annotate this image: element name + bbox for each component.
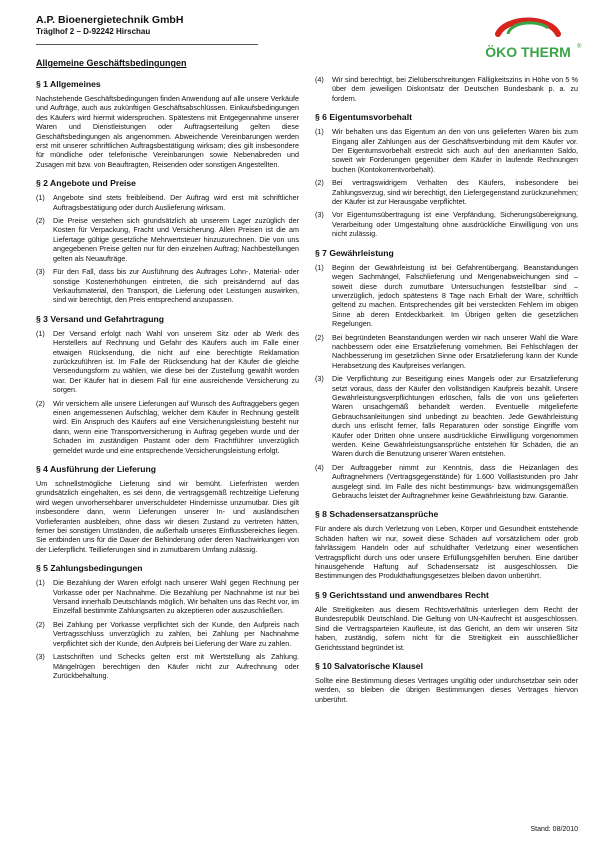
clause-item — [315, 127, 578, 174]
section-title: § 5 Zahlungsbedingungen — [36, 563, 143, 574]
clause-number: (2) — [315, 332, 324, 342]
section — [315, 248, 578, 501]
logo-registered-mark: ® — [577, 44, 582, 50]
section — [36, 178, 299, 304]
section-title: § 3 Versand und Gefahrtragung — [36, 313, 164, 324]
section-title: § 4 Ausführung der Lieferung — [36, 464, 157, 474]
clause-item — [315, 75, 578, 103]
clause-item — [36, 620, 299, 648]
clause-item — [36, 652, 299, 680]
clause-number: (1) — [36, 193, 45, 203]
section — [36, 563, 299, 680]
clause-item — [36, 216, 299, 263]
clause-text: Bei vertragswidrigem Verhalten des Käufers, insbesondere bei Zahlungsverzug, sind wir berechtigt, den Liefergegenstand zurückzunehmen; der Käufer ist zur Herausgabe verpflichtet. — [332, 178, 578, 207]
oekotherm-logo — [478, 12, 582, 62]
clause-number: (1) — [315, 127, 324, 137]
section — [36, 314, 299, 455]
clause-text: Lastschriften und Schecks gelten erst mit Wertstellung als Zahlung. Mängelrügen berechtigen den Käufer nicht zur Aufrechnung oder Zurückbehaltung. — [53, 652, 299, 680]
left-column — [36, 79, 299, 689]
clause-text: Für den Fall, dass bis zur Ausführung des Auftrages Lohn-, Material- oder sonstige Kostenerhöhungen eintreten, die sich preisändernd auf das Verkaufsmaterial, den Transport, die Lieferung oder Leistungen auswirken, sind wir berechtigt, den Preis entsprechend anzupassen. — [53, 267, 299, 305]
section-title: § 9 Gerichtsstand und anwendbares Recht — [315, 589, 489, 600]
clause-item — [36, 399, 299, 455]
clause-number: (1) — [315, 262, 324, 272]
section-paragraph: Alle Streitigkeiten aus diesem Rechtsverhältnis unterliegen dem Recht der Bundesrepublik Deutschland. Die Geltung von UN-Kaufrecht ist ausgeschlossen. Sind die Vertragsparteien Kaufleute, ist das Gericht, an dem wir unseren Sitz haben, zuständig, sofern nicht für die Streitigkeit ein ausschließlicher Gerichtsstand begründet ist. — [315, 604, 578, 652]
section — [36, 464, 299, 554]
header-divider — [36, 44, 258, 45]
section-title: § 10 Salvatorische Klausel — [315, 660, 423, 671]
clause-number: (4) — [315, 75, 324, 84]
clause-item — [36, 329, 299, 395]
clause-number: (2) — [36, 619, 45, 629]
company-block — [36, 14, 183, 36]
section — [315, 112, 578, 238]
section-paragraph: Für andere als durch Verletzung von Leben, Körper und Gesundheit entstehende Schäden haften wir nur, soweit diese Schäden auf vorsätzlichem oder grob fahrlässigem Handeln oder auf schuldhafter Verletzung einer wesentlichen Vertragspflicht durch uns oder unsere Erfüllungsgehilfen beruhen. Eine darüber hinausgehende Haftung auf Schadensersatz ist ausgeschlossen. Die Bestimmungen des Produkthaftungsgesetzes bleiben davon unberührt. — [315, 524, 578, 581]
clause-text: Die Bezahlung der Waren erfolgt nach unserer Wahl gegen Rechnung per Vorkasse oder per Nachnahme. Die Bezahlung per Nachnahme ist nur bei Versand innerhalb Deutschlands möglich. Wir behalten uns das Recht vor, im Einzelfall bestimmte Zahlungsarten zu akzeptieren oder auszuschließen. — [53, 578, 299, 616]
clause-number: (4) — [315, 462, 324, 472]
section-title: § 7 Gewährleistung — [315, 247, 394, 258]
clause-number: (3) — [315, 210, 324, 220]
clause-text: Die Verpflichtung zur Beseitigung eines Mangels oder zur Ersatzlieferung setzt voraus, dass der Käufer den vollständigen Kaufpreis bezahlt. Unsere Gewährleistungsverpflichtungen erlöschen, falls die von uns gelieferten Waren unsachgemäß behandelt werden. Eventuelle mitgelieferte Gebrauchsanleitungen sind unbedingt zu beachten. Jede Gewährleistung durch uns erlischt ferner, falls Reparaturen oder sonstige Eingriffe vom Käufer oder Dritten ohne unsere ausdrückliche Einwilligung vorgenommen werden. Keine Gewährleistungsansprüche entstehen für Schäden, die an Waren durch die Benutzung unserer Waren entstehen. — [332, 374, 578, 459]
section — [315, 509, 578, 580]
clause-item — [315, 463, 578, 501]
section — [36, 79, 299, 169]
stand-date: Stand: 08/2010 — [530, 826, 578, 833]
section — [315, 661, 578, 704]
clause-number: (1) — [36, 328, 45, 338]
clause-number: (3) — [36, 652, 45, 662]
clause-text: Vor Eigentumsübertragung ist eine Verpfändung, Sicherungsübereignung, Verarbeitung oder Umgestaltung ohne ausdrückliche Einwilligung von uns nicht zulässig. — [332, 210, 578, 239]
section-title: § 6 Eigentumsvorbehalt — [315, 112, 412, 123]
section-paragraph: Um schnellstmögliche Lieferung sind wir bemüht. Lieferfristen werden grundsätzlich eingehalten, es sei denn, die vertragsgemäß rechtzeitige Lieferung wird wegen unvorhersehbarer unverschuldeter Hindernisse unzumutbar. Dies gilt insbesondere dann, wenn Lieferungen unserer In- und ausländischen Vorlieferanten ausbleiben, ohne dass wir diesen Zustand zu vertreten hätten, ferner bei sonstigen Umständen, die außerhalb unseres Einflussbereiches liegen. Sie entbinden uns für die Dauer der Behinderung oder deren Nachwirkungen von der Lieferpflicht. Teillieferungen sind in zumutbarem Umfang zulässig. — [36, 479, 299, 554]
clause-number: (2) — [36, 216, 45, 226]
clause-number: (3) — [315, 374, 324, 384]
clause-text: Der Auftraggeber nimmt zur Kenntnis, dass die Heizanlagen des Auftragnehmers (Vertragsgegenstände) für 1.600 Volllaststunden pro Jahr ausgelegt sind. Im Falle des nicht bestimmungs- bzw. widmungsgemäßen Gebrauchs leistet der Auftragnehmer keine Gewährleistung bzw. Garantie. — [332, 462, 578, 501]
clause-item — [315, 333, 578, 371]
clause-item — [36, 267, 299, 305]
company-name: A.P. Bioenergietechnik GmbH — [36, 14, 184, 26]
clause-text: Beginn der Gewährleistung ist bei Gefahrenübergang. Beanstandungen wegen Sachmängel, Falschlieferung und Mengenabweichungen sind – soweit diese durch zumutbare Untersuchungen feststellbar sind – unverzüglich, jedoch spätestens 8 Tage nach Erhalt der Ware, schriftlich geltend zu machen. Entsprechendes gilt bei versteckten Fehlern im obigen Sinne ab deren Entdeckbarkeit. Im Übrigen gelten die gesetzlichen Regelungen. — [332, 262, 578, 329]
right-column — [315, 75, 578, 713]
clause-text: Angebote sind stets freibleibend. Der Auftrag wird erst mit schriftlicher Auftragsbestätigung oder durch Auslieferung wirksam. — [53, 193, 299, 212]
document-title: Allgemeine Geschäftsbedingungen — [36, 58, 187, 68]
logo-text: ÖKO THERM — [485, 44, 571, 60]
section-title: § 1 Allgemeines — [36, 79, 101, 89]
clause-text: Die Preise verstehen sich grundsätzlich ab unserem Lager zuzüglich der Kosten für Verpackung, Fracht und Versicherung. Allen Preisen ist die am Liefertage gültige gesetzliche Mehrwertsteuer hinzuzurechnen. Die von uns angegebenen Preise gelten nur für den einzelnen Auftrag; Nachbestellungen gelten als Neuaufträge. — [53, 216, 299, 263]
section-title: § 8 Schadensersatzansprüche — [315, 509, 439, 520]
company-address: Träglhof 2 – D-92242 Hirschau — [36, 27, 151, 36]
clause-text: Wir sind berechtigt, bei Zielüberschreitungen Fälligkeitszins in Höhe von 5 % über dem jeweiligen Diskontsatz der Deutschen Bundesbank p. a. zu fordern. — [332, 75, 578, 103]
section-paragraph: Sollte eine Bestimmung dieses Vertrages ungültig oder undurchsetzbar sein oder werden, so bleiben die übrigen Bestimmungen dieses Vertrages hiervon unberührt. — [315, 675, 578, 704]
clause-item — [315, 263, 578, 329]
clause-number: (2) — [36, 398, 45, 408]
clause-text: Wir behalten uns das Eigentum an den von uns gelieferten Waren bis zum Eingang aller Zahlungen aus der Geschäftsverbindung mit dem Käufer vor. Der Eigentumsvorbehalt erstreckt sich auch auf den anerkannten Saldo, soweit wir Forderungen gegenüber dem Käufer in laufende Rechnungen buchen (Kontokorrentvorbehalt). — [332, 127, 578, 174]
clause-item — [315, 178, 578, 206]
clause-text: Der Versand erfolgt nach Wahl von unserem Sitz oder ab Werk des Herstellers auf Rechnung und Gefahr des Käufers auch im Falle einer etwaigen Rücksendung, die nicht auf eine berechtigte Reklamation zurückzuführen ist. Im Falle der Rücksendung hat der Käufer die gleiche Versendungsform zu wählen, wie diese bei der Zustellung gewählt worden war. Der Käufer hat in diesem Fall für eine ausreichende Versicherung zu sorgen. — [53, 328, 299, 395]
clause-item — [315, 210, 578, 238]
section-paragraph: Nachstehende Geschäftsbedingungen finden Anwendung auf alle unsere Verkäufe und Aufträge, auch aus zukünftigen Geschäftsabschlüssen. Einkaufsbedingungen des Käufers wird hiermit widersprochen. Spätestens mit Entgegennahme unserer Waren und Dienstleistungen oder Auftragserteilung gelten diese Geschäftsbedingungen als angenommen. Abweichende Vereinbarungen werden erst mit unserer schriftlichen Auftragsbestätigung wirksam; dies gilt insbesondere für mündliche oder telefonische Vereinbarungen sowie Nebenabreden und Zusagen mit bzw. von Beauftragten, Reisenden oder sonstigen Angestellten. — [36, 94, 299, 169]
clause-text: Bei Zahlung per Vorkasse verpflichtet sich der Kunde, den Aufpreis nach Vertragsschluss unverzüglich zu zahlen, bei Zahlung per Nachnahme verpflichtet sich der Kunde, den Aufpreis bei Lieferung der Ware zu zahlen. — [53, 619, 299, 648]
clause-item — [36, 193, 299, 212]
clause-number: (1) — [36, 578, 45, 588]
clause-text: Bei begründeten Beanstandungen werden wir nach unserer Wahl die Ware nachbessern oder eine Ersatzlieferung vornehmen. Bei Fehlschlagen der Nachbesserung im gesetzlichen Sinne oder Ersatzlieferung kann der Kunde Herabsetzung des Kaufpreises verlangen. — [332, 332, 578, 370]
section — [315, 75, 578, 103]
section-title: § 2 Angebote und Preise — [36, 178, 136, 189]
clause-number: (3) — [36, 267, 45, 277]
clause-number: (2) — [315, 178, 324, 188]
clause-text: Wir versichern alle unsere Lieferungen auf Wunsch des Auftraggebers gegen einen angemessenen Aufschlag, welcher dem Käufer in Rechnung gestellt wird. Ein Anspruch des Käufers auf eine Versicherungsleistung besteht nur dann, wenn eine Transportversicherung in Auftrag gegeben wurde und der Schaden im zuständigen Postamt oder dem Frachtführer unverzüglich gemeldet wurde und eine entsprechende Versicherungsleistung erfolgt. — [53, 398, 299, 455]
section — [315, 590, 578, 652]
clause-item — [36, 578, 299, 616]
clause-item — [315, 374, 578, 459]
